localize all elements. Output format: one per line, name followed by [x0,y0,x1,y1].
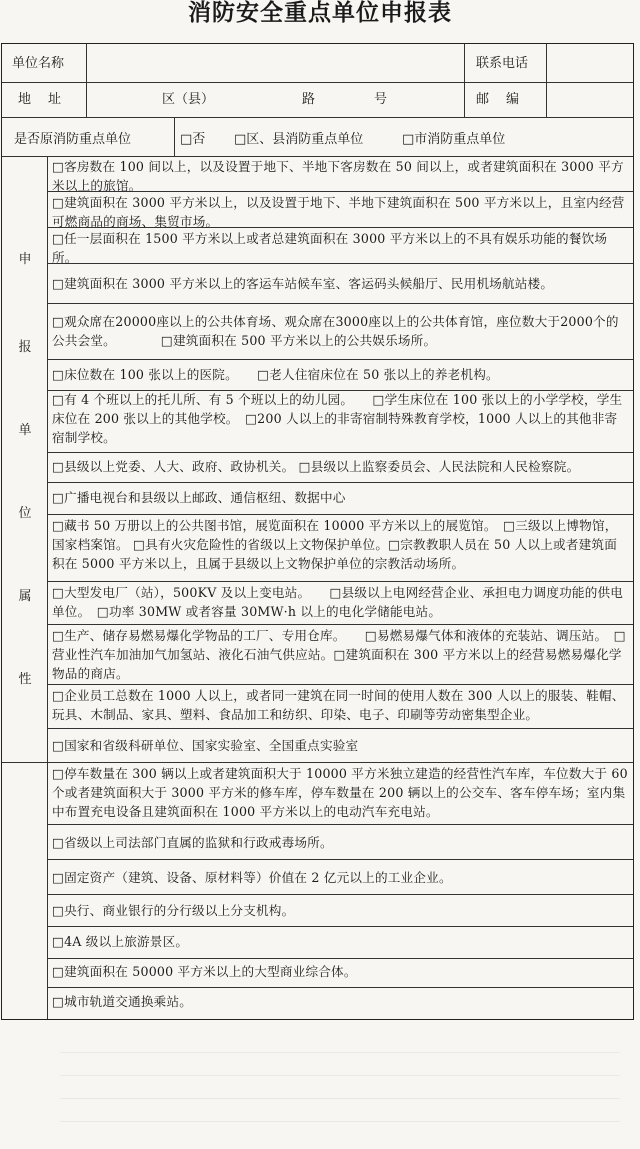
checkbox-item-hotel[interactable]: □客房数在 100 间以上，以及设置于地下、半地下客房数在 50 间以上，或者建筑面积在 3000 平方米以上的旅馆。 [52,159,624,193]
checkbox-item-bank[interactable]: □央行、商业银行的分行级以上分支机构。 [52,903,295,918]
section-label-char: 报 [18,340,32,355]
checkbox-item-industrial[interactable]: □固定资产（建筑、设备、原材料等）价值在 2 亿元以上的工业企业。 [52,870,452,885]
checkbox-item-commercial-complex[interactable]: □建筑面积在 50000 平方米以上的大型商业综合体。 [52,964,357,979]
checkbox-item-power[interactable]: □大型发电厂（站），500KV 及以上变电站。 □县级以上电网经营企业、承担电力调度功能的供电单位。 □功率 30MW 或者容量 30MW·h 以上的电化学储能电站。 [52,585,624,619]
section-label-char: 单 [18,423,32,438]
checkbox-item-hospital[interactable]: □床位数在 100 张以上的医院。 □老人住宿床位在 50 张以上的养老机构。 [52,367,499,382]
section-label-char: 性 [18,672,32,687]
checkbox-item-parking[interactable]: □停车数量在 300 辆以上或者建筑面积大于 10000 平方米独立建造的经营性汽车库，车位数大于 60 个或者建筑面积大于 3000 平方米的修车库，停车数量在 200 辆以上的公交车、客车停车场；室内集中布置充电设备且建筑面积在 1000 平方米以上的电动汽车充电站。 [52,766,628,819]
postcode-label: 邮 编 [476,92,522,107]
checkbox-item-metro-transfer[interactable]: □城市轨道交通换乘站。 [52,994,193,1009]
district-label: 区（县） [162,92,215,107]
checkbox-item-broadcast[interactable]: □广播电视台和县级以上邮政、通信枢纽、数据中心 [52,490,346,505]
option-city-key-unit[interactable]: □市消防重点单位 [402,132,506,147]
checkbox-item-labor-intensive[interactable]: □企业员工总数在 1000 人以上，或者同一建筑在同一时间的使用人数在 300 人以上的服装、鞋帽、玩具、木制品、家具、塑料、食品加工和纺织、印染、电子、印刷等劳动密集型企业。 [52,688,625,722]
checkbox-item-government[interactable]: □县级以上党委、人大、政府、政协机关。 □县级以上监察委员会、人民法院和人民检察院。 [52,459,580,474]
declaration-form [1,43,634,1020]
checkbox-item-mall[interactable]: □建筑面积在 3000 平方米以上，以及设置于地下、半地下建筑面积在 500 平方米以上，且室内经营可燃商品的商场、集贸市场。 [52,195,625,229]
checkbox-item-hazmat[interactable]: □生产、储存易燃易爆化学物品的工厂、专用仓库。 □易燃易爆气体和液体的充装站、调压站。 □营业性汽车加油加气加氢站、液化石油气供应站。□建筑面积在 300 平方米以上的经营易燃易爆化学物品的商店。 [52,628,626,681]
form-title: 消防安全重点单位申报表 [188,0,452,26]
checkbox-item-school[interactable]: □有 4 个班以上的托儿所、有 5 个班以上的幼儿园。 □学生床位在 100 张以上的小学学校，学生床位在 200 张以上的其他学校。 □200 人以上的非寄宿制特殊教育学校，1000 人以上的其他非寄宿制学校。 [52,392,623,445]
phone-label: 联系电话 [476,56,529,71]
option-district-key-unit[interactable]: □区、县消防重点单位 [234,132,364,147]
section-label-char: 属 [18,589,32,604]
checkbox-item-terminal[interactable]: □建筑面积在 3000 平方米以上的客运车站候车室、客运码头候船厅、民用机场航站楼。 [52,276,554,291]
checkbox-item-stadium[interactable]: □观众席在20000座以上的公共体育场、观众席在3000座以上的公共体育馆，座位数大于2000个的公共会堂。 □建筑面积在 500 平方米以上的公共娱乐场所。 [52,314,619,348]
option-no[interactable]: □否 [180,132,206,147]
checkbox-item-prison[interactable]: □省级以上司法部门直属的监狱和行政戒毒场所。 [52,835,333,850]
bleed-through-lines [60,1030,620,1140]
checkbox-item-research[interactable]: □国家和省级科研单位、国家实验室、全国重点实验室 [52,738,359,753]
checkbox-item-library[interactable]: □藏书 50 万册以上的公共图书馆，展览面积在 10000 平方米以上的展览馆。 □三级以上博物馆，国家档案馆。 □具有火灾危险性的省级以上文物保护单位。□宗教教职人员在 50 人以上或者建筑面积在 5000 平方米以上，且属于县级以上文物保护单位的宗教活动场所。 [52,518,618,571]
checkbox-item-restaurant[interactable]: □任一层面积在 1500 平方米以上或者总建筑面积在 3000 平方米以上的不具有娱乐功能的餐饮场所。 [52,231,608,265]
former-key-unit-label: 是否原消防重点单位 [14,132,132,147]
section-label-char: 位 [18,506,32,521]
road-label: 路 [302,92,316,107]
section-label-char: 申 [18,252,32,267]
unit-name-label: 单位名称 [12,56,65,71]
checkbox-item-scenic-area[interactable]: □4A 级以上旅游景区。 [52,934,189,949]
address-label: 地 址 [18,92,64,107]
number-label: 号 [374,92,388,107]
